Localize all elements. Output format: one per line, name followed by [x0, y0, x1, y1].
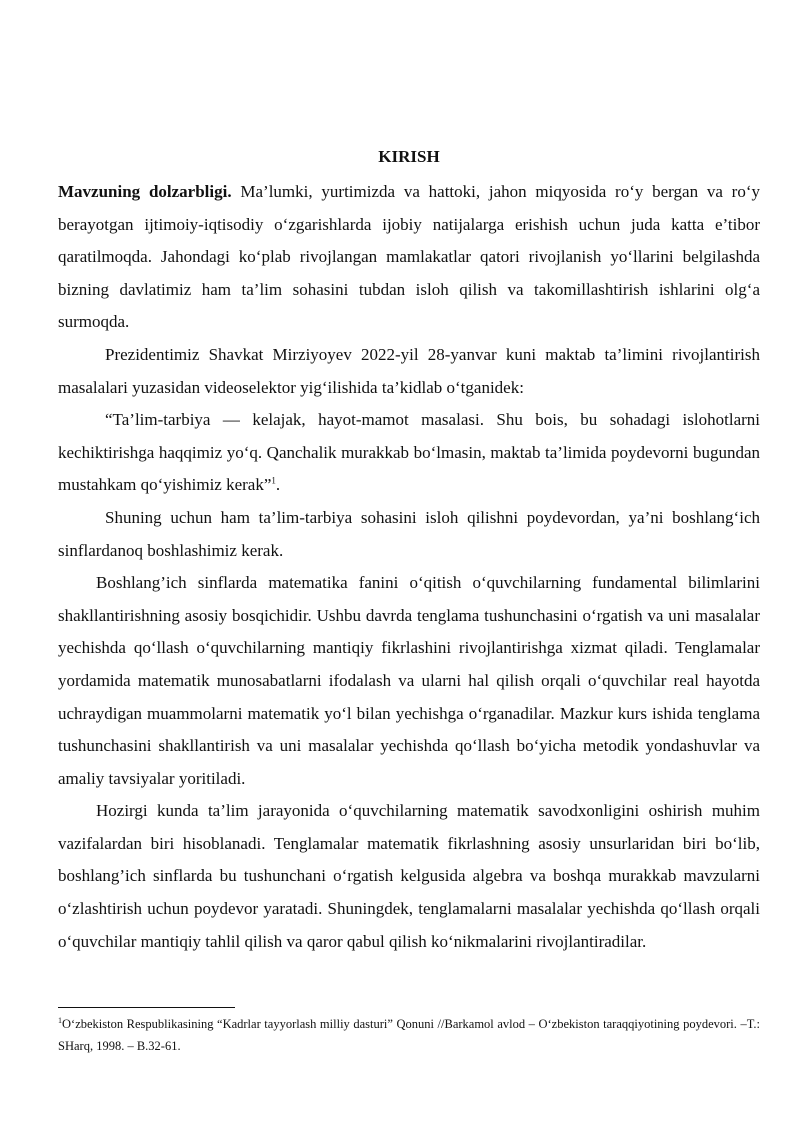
footnote: [58, 1013, 760, 1057]
footnote-reference[interactable]: 1: [271, 475, 276, 486]
relevance-heading: Mavzuning dolzarbligi.: [58, 182, 232, 201]
paragraph-president: Prezidentimiz Shavkat Mirziyoyev 2022-yil 28-yanvar kuni maktab ta’limini rivojlantirish masalalari yuzasidan videoselektor yig‘ilishida ta’kidlab o‘tganidek:: [58, 344, 760, 397]
page-title: KIRISH: [378, 147, 440, 166]
footnote-text: O‘zbekiston Respublikasining “Kadrlar tayyorlash milliy dasturi” Qonuni //Barkamol avlod – O‘zbekiston taraqqiyotining poydevori. –T.: SHarq, 1998. – B.32-61.: [58, 1017, 760, 1053]
paragraph-reform: Shuning uchun ham ta’lim-tarbiya sohasini isloh qilishni poydevordan, ya’ni boshlang‘ich sinflardanoq boshlashimiz kerak.: [58, 507, 760, 560]
footnote-divider: [58, 1007, 235, 1008]
paragraph-quote: [58, 404, 760, 502]
paragraph-literacy: Hozirgi kunda ta’lim jarayonida o‘quvchilarning matematik savodxonligini oshirish muhim vazifalardan biri hisoblanadi. Tenglamalar matematik fikrlashning asosiy unsurlaridan biri bo‘lib, boshlang’ich sinflarda bu tushunchani o‘rgatish kelgusida algebra va boshqa murakkab mavzularni o‘zlashtirish uchun poydevor yaratadi. Shuningdek, tenglamalarni masalalar yechishda qo‘llash orqali o‘quvchilar mantiqiy tahlil qilish va qaror qabul qilish ko‘nikmalarini rivojlantiradilar.: [58, 801, 760, 951]
body-text: [58, 176, 760, 958]
relevance-text: Ma’lumki, yurtimizda va hattoki, jahon miqyosida ro‘y bergan va ro‘y berayotgan ijtimoiy-iqtisodiy o‘zgarishlarda ijobiy natijalarga erishish uchun juda katta e’tibor qaratilmoqda. Jahondagi ko‘plab rivojlangan mamlakatlar qatori rivojlanish yo‘llarini belgilashda bizning davlatimiz ham ta’lim sohasini tubdan isloh qilish va takomillashtirish ishlarini olg‘a surmoqda.: [58, 182, 760, 332]
footnote-mark: 1: [58, 1015, 62, 1025]
quote-text: “Ta’lim-tarbiya — kelajak, hayot-mamot masalasi. Shu bois, bu sohadagi islohotlarni kechiktirishga haqqimiz yo‘q. Qanchalik murakkab bo‘lmasin, maktab ta’limida poydevorni bugundan mustahkam qo‘yishimiz kerak”: [58, 410, 760, 495]
quote-end: .: [275, 475, 281, 495]
paragraph-primary-math: Boshlang’ich sinflarda matematika fanini o‘qitish o‘quvchilarning fundamental bilimlarini shakllantirishning asosiy bosqichidir. Ushbu davrda tenglama tushunchasini o‘rgatish va uni masalalar yechishda qo‘llash o‘quvchilarning mantiqiy fikrlashini rivojlantirishga xizmat qiladi. Tenglamalar yordamida matematik munosabatlarni ifodalash va ularni hal qilish orqali o‘quvchilar real hayotda uchraydigan muammolarni matematik yo‘l bilan yechishga o‘rganadilar. Mazkur kurs ishida tenglama tushunchasini shakllantirish va uni masalalar yechishda qo‘llash bo‘yicha metodik yondashuvlar va amaliy tavsiyalar yoritiladi.: [58, 573, 760, 788]
paragraph-relevance: [58, 176, 760, 339]
